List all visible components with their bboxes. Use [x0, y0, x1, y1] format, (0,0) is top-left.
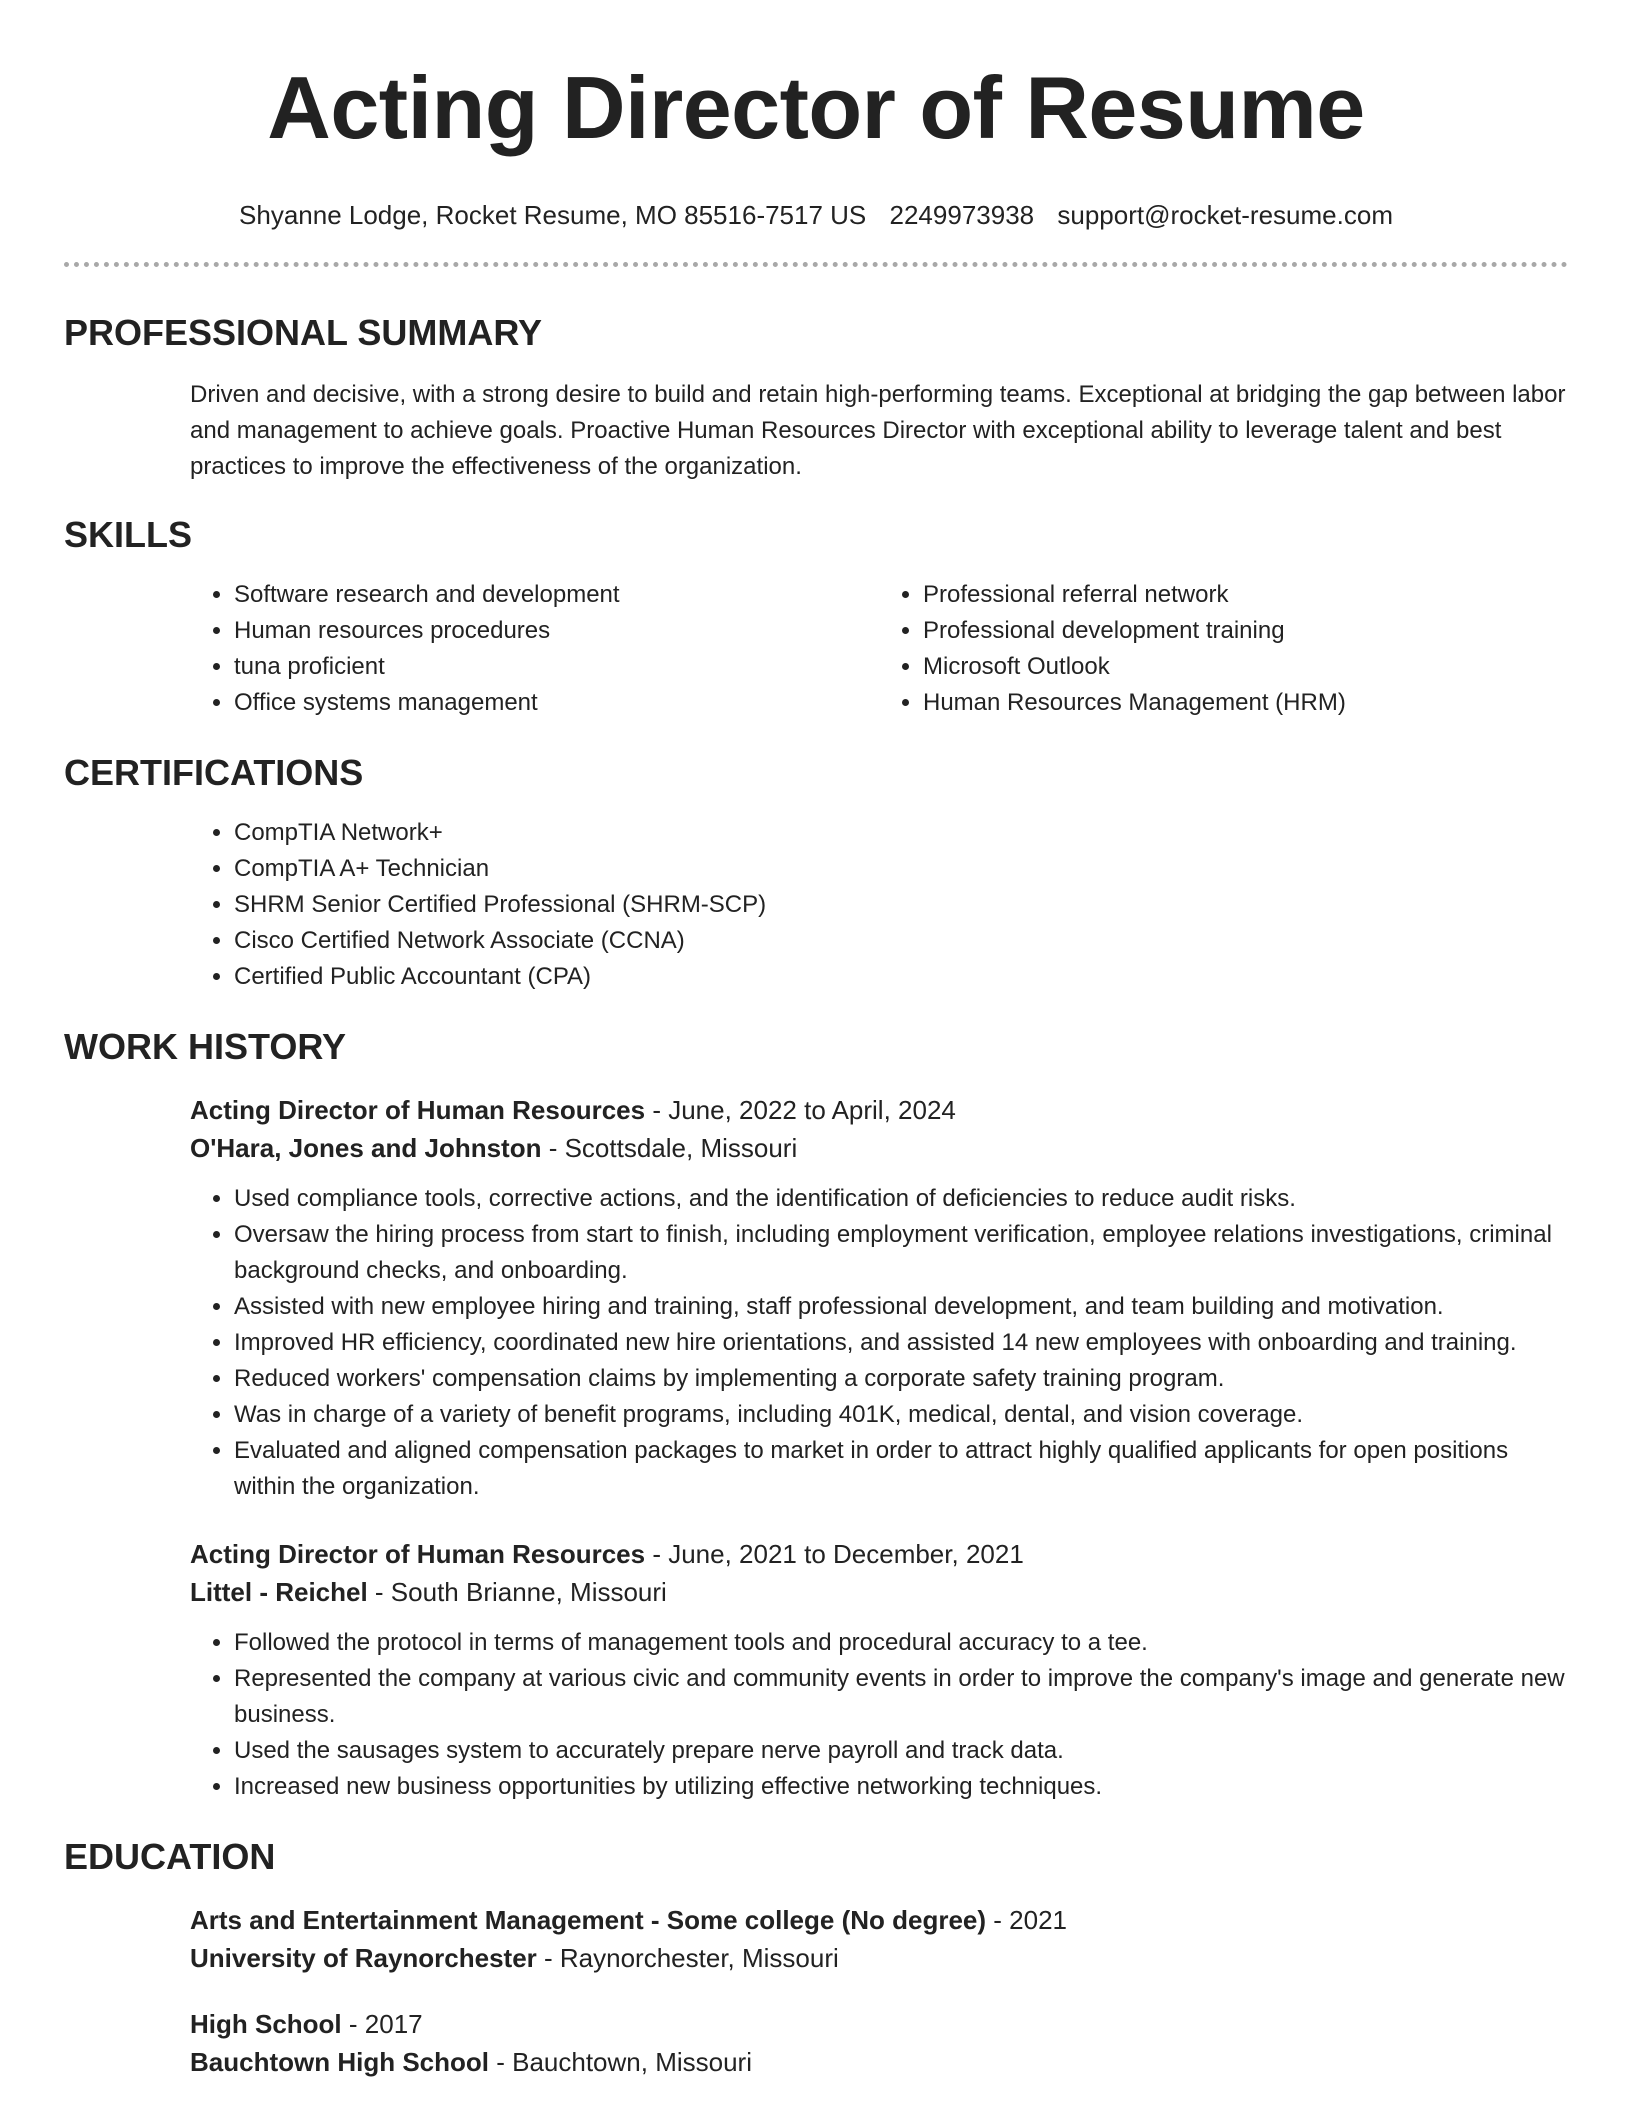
job-bullet: • Oversaw the hiring process from start to finish, including employment verification, employee relations investigations, criminal background checks, and onboarding. [234, 1217, 1568, 1289]
job-bullets [190, 1181, 1568, 1505]
summary-section [64, 311, 1568, 485]
skills-title: SKILLS [64, 514, 193, 555]
education-entry [190, 1901, 1568, 1977]
job-bullet: • Improved HR efficiency, coordinated new hire orientations, and assisted 14 new employees with onboarding and training. [234, 1325, 1568, 1361]
certifications-block [190, 815, 1568, 995]
job-company: Littel - Reichel [190, 1577, 368, 1607]
education-year: - 2017 [341, 2009, 423, 2039]
job-bullet: • Used the sausages system to accurately prepare nerve payroll and track data. [234, 1733, 1568, 1769]
job-bullet: • Represented the company at various civic and community events in order to improve the company's image and generate new business. [234, 1661, 1568, 1733]
education-school-line [190, 2043, 1568, 2081]
summary-title: PROFESSIONAL SUMMARY [64, 312, 543, 353]
skills-section [64, 513, 1568, 721]
job-dates: - June, 2021 to December, 2021 [645, 1539, 1024, 1569]
contact-email: support@rocket-resume.com [1057, 200, 1393, 230]
skill-item: • Human resources procedures [234, 613, 879, 649]
skill-item: • Human Resources Management (HRM) [923, 685, 1568, 721]
header-divider [64, 262, 1568, 267]
job-location: - South Brianne, Missouri [367, 1577, 667, 1607]
skills-left-list [190, 577, 879, 721]
work-section [64, 1025, 1568, 1805]
education-school-line [190, 1939, 1568, 1977]
skill-item: • Professional development training [923, 613, 1568, 649]
job-entry [190, 1535, 1568, 1805]
job-role-line [190, 1091, 1568, 1129]
job-role-line [190, 1535, 1568, 1573]
job-bullets [190, 1625, 1568, 1805]
certification-item: • Cisco Certified Network Associate (CCNA) [234, 923, 1568, 959]
job-bullet: • Evaluated and aligned compensation packages to market in order to attract highly qualified applicants for open positions within the organization. [234, 1433, 1568, 1505]
education-location: - Bauchtown, Missouri [489, 2047, 752, 2077]
certification-item: • CompTIA Network+ [234, 815, 1568, 851]
job-company: O'Hara, Jones and Johnston [190, 1133, 542, 1163]
certification-item: • SHRM Senior Certified Professional (SHRM-SCP) [234, 887, 1568, 923]
skill-item: • Office systems management [234, 685, 879, 721]
job-bullet: • Used compliance tools, corrective actions, and the identification of deficiencies to reduce audit risks. [234, 1181, 1568, 1217]
contact-address: Shyanne Lodge, Rocket Resume, MO 85516-7517 US [239, 200, 867, 230]
job-location: - Scottsdale, Missouri [541, 1133, 798, 1163]
job-company-line [190, 1573, 1568, 1611]
certification-item: • Certified Public Accountant (CPA) [234, 959, 1568, 995]
education-location: - Raynorchester, Missouri [536, 1943, 839, 1973]
work-title: WORK HISTORY [64, 1026, 347, 1067]
contact-line [64, 198, 1568, 232]
resume-name: Acting Director of Resume [267, 58, 1365, 157]
education-entry [190, 2005, 1568, 2081]
contact-phone: 2249973938 [889, 200, 1035, 230]
education-section [64, 1835, 1568, 2081]
job-bullet: • Was in charge of a variety of benefit programs, including 401K, medical, dental, and vision coverage. [234, 1397, 1568, 1433]
job-bullet: • Reduced workers' compensation claims by implementing a corporate safety training program. [234, 1361, 1568, 1397]
certifications-section [64, 751, 1568, 995]
skills-right-list [879, 577, 1568, 721]
education-degree-line [190, 2005, 1568, 2043]
skill-item: • Microsoft Outlook [923, 649, 1568, 685]
job-bullet: • Followed the protocol in terms of management tools and procedural accuracy to a tee. [234, 1625, 1568, 1661]
education-title: EDUCATION [64, 1836, 276, 1877]
job-bullet: • Assisted with new employee hiring and training, staff professional development, and team building and motivation. [234, 1289, 1568, 1325]
skill-item: • Professional referral network [923, 577, 1568, 613]
job-entry [190, 1091, 1568, 1505]
summary-text: Driven and decisive, with a strong desire to build and retain high-performing teams. Exceptional at bridging the gap between labor and management to achieve goals. Proactive Human Resources Director with exceptional ability to leverage talent and best practices to improve the effectiveness of the organization. [190, 381, 1566, 480]
skill-item: • Software research and development [234, 577, 879, 613]
education-degree-line [190, 1901, 1568, 1939]
certifications-title: CERTIFICATIONS [64, 752, 364, 793]
job-role: Acting Director of Human Resources [190, 1539, 646, 1569]
education-school: Bauchtown High School [190, 2047, 489, 2077]
education-degree: Arts and Entertainment Management - Some college (No degree) [190, 1905, 987, 1935]
skill-item: • tuna proficient [234, 649, 879, 685]
job-dates: - June, 2022 to April, 2024 [645, 1095, 956, 1125]
skills-grid [190, 577, 1568, 721]
job-company-line [190, 1129, 1568, 1167]
education-school: University of Raynorchester [190, 1943, 537, 1973]
job-role: Acting Director of Human Resources [190, 1095, 646, 1125]
education-year: - 2021 [986, 1905, 1067, 1935]
job-bullet: • Increased new business opportunities by utilizing effective networking techniques. [234, 1769, 1568, 1805]
certification-item: • CompTIA A+ Technician [234, 851, 1568, 887]
certifications-list [190, 815, 1568, 995]
education-degree: High School [190, 2009, 342, 2039]
